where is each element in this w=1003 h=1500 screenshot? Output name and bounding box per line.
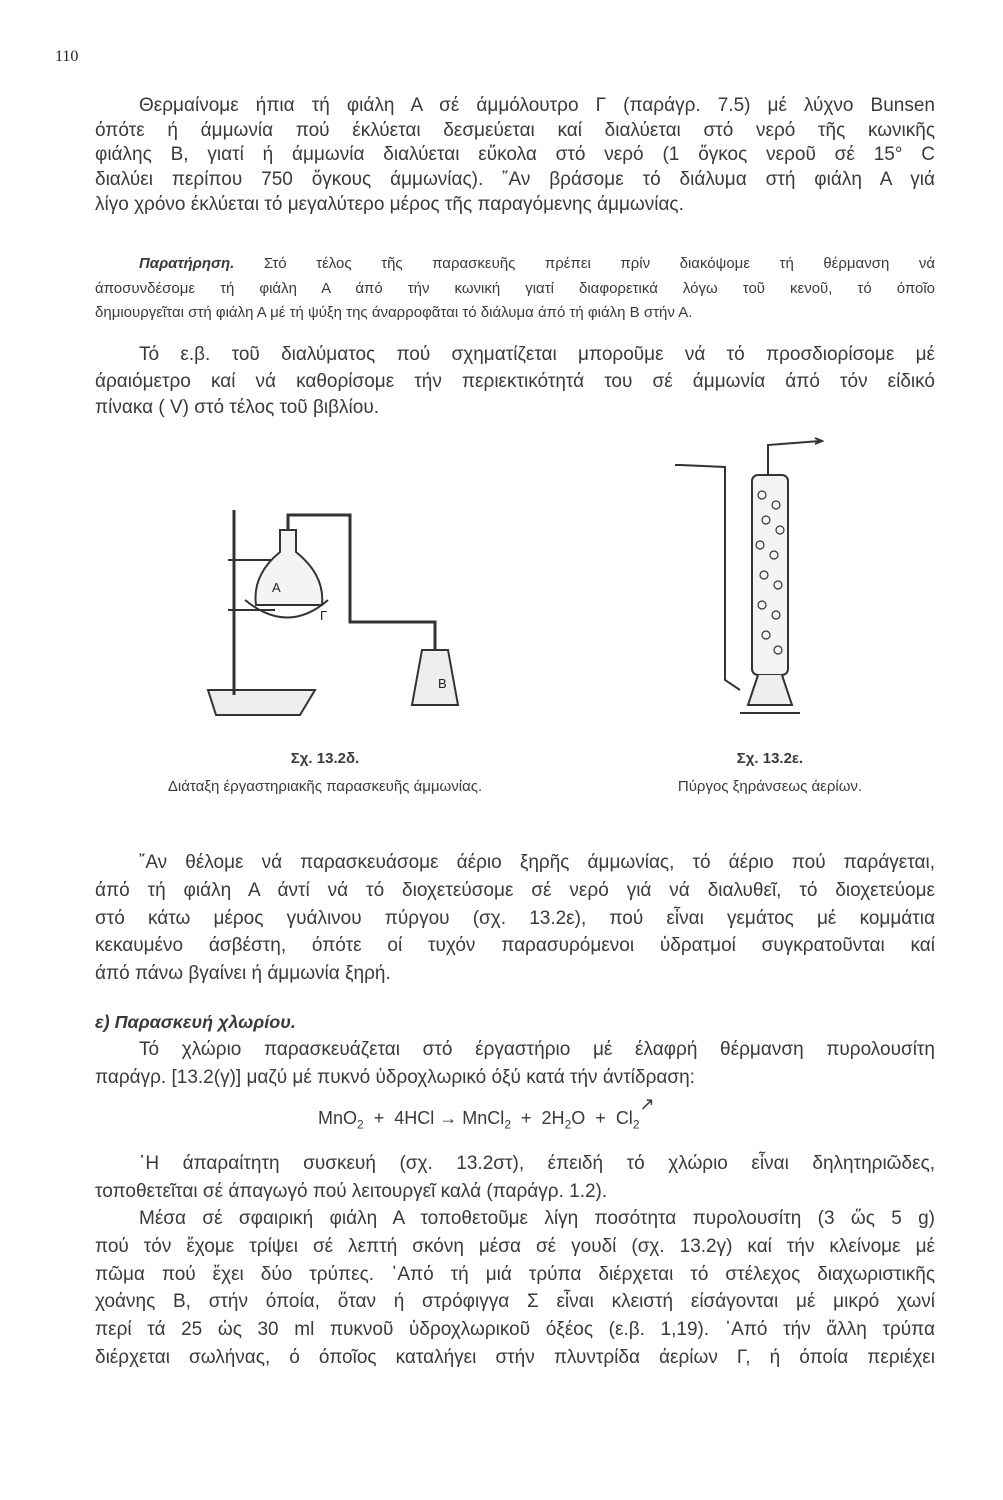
text-line: άποσυνδέσομε τή φιάλη Α άπό τήν κωνική γιατί διαφορετικά λόγω τοῦ κενοῦ, τό όποῖο [95, 279, 935, 297]
text-line: φιάλης Β, γιατί ή άμμωνία διαλύεται εὔκολα στό νερό (1 ὄγκος νεροῦ σέ 15° C [95, 144, 935, 166]
paragraph-dry-ammonia [95, 849, 935, 988]
text-line: παράγρ. [13.2(γ)] μαζύ μέ πυκνό ὑδροχλωρικό όξύ κατά τήν άντίδραση: [95, 1066, 695, 1088]
text-line: περί τά 25 ὡς 30 ml πυκνοῦ ὑδροχλωρικοῦ όξέος (ε.β. 1,19). ᾽Από τήν ἄλλη τρύπα [95, 1319, 935, 1341]
inlet-tube [680, 465, 740, 690]
figure-number: Σχ. 13.2ε. [736, 750, 804, 767]
section-heading: ε) Παρασκευή χλωρίου. [95, 1012, 296, 1032]
text-line: κεκαυμένο άσβέστη, όπότε οί τυχόν παρασυρόμενοι ὑδρατμοί συγκρατοῦνται καί [95, 935, 935, 957]
paragraph-apparatus-setup [95, 1205, 935, 1372]
text-line: Παρατήρηση. Στό τέλος τῆς παρασκευῆς πρέπει πρίν διακόψομε τή θέρμανση νά [139, 255, 935, 272]
text-line: διέρχεται σωλήνας, ό όποῖος καταλήγει στήν πλυντρίδα άερίων Γ, ή όποία περιέχει [95, 1346, 935, 1368]
text-line: Τό χλώριο παρασκευάζεται στό έργαστήριο μέ έλαφρή θέρμανση πυρολουσίτη [139, 1039, 935, 1060]
text-line: τοποθετεῖται σέ άπαγωγό πού λειτουργεῖ καλά (παράγρ. 1.2). [95, 1180, 608, 1202]
text-line: άραιόμετρο καί νά καθορίσομε τήν περιεκτικότητά του σέ άμμωνία άπό τόν είδικό [95, 370, 935, 392]
text-line: πού τόν ἔχομε τρίψει σέ λεπτή σκόνη μέσα σέ γουδί (σχ. 13.2γ) καί τήν κλείνομε μέ [95, 1235, 935, 1257]
figure-caption-text: Πύργος ξηράνσεως άερίων. [677, 778, 863, 795]
text-line: διαλύει περίπου 750 ὄγκους άμμωνίας). ῎Αν βράσομε τό διάλυμα στή φιάλη Α γιά [95, 169, 935, 191]
chemical-equation: MnO$_2$ + 4HCl → MnCl$_2$ + $2H_2O$ + $Cl_2↗$ [318, 1094, 655, 1132]
figure-number: Σχ. 13.2δ. [290, 750, 360, 767]
stand-base [208, 690, 315, 715]
paragraph-fume-hood [95, 1150, 935, 1206]
page-number: 110 [55, 48, 79, 65]
text-line: στό κάτω μέρος γυάλινου πύργου (σχ. 13.2ε), πού εἶναι γεμάτος μέ κομμάτια [95, 907, 935, 929]
outlet-tube [768, 441, 820, 475]
figure-caption-13-2d [95, 745, 555, 801]
figure-caption-13-2e [600, 745, 940, 801]
tower-base [748, 675, 792, 705]
paragraph-ammonia-heating [95, 94, 935, 218]
text-line: Μέσα σέ σφαιρική φιάλη Α τοποθετοῦμε λίγη ποσότητα πυρολουσίτη (3 ὥς 5 g) [139, 1208, 935, 1229]
flask-a [256, 530, 323, 605]
tower-column [752, 475, 788, 675]
drying-tower-figure [670, 435, 840, 725]
text-line: λίγο χρόνο έκλύεται τό μεγαλύτερο μέρος τῆς παραγόμενης άμμωνίας. [95, 193, 684, 215]
gas-arrow-icon: ↗ [639, 1094, 655, 1114]
text-line: άπό τή φιάλη Α άντί νά τό διοχετεύσομε σέ νερό γιά νά διαλυθεῖ, τό διοχετεύομε [95, 879, 935, 901]
label-g: Γ [320, 608, 328, 623]
text-line: πῶμα πού ἔχει δύο τρύπες. ᾽Από τή μιά τρύπα διέρχεται τό στέλεχος διαχωριστικῆς [95, 1263, 935, 1285]
text-line: πίνακα ( V) στό τέλος τοῦ βιβλίου. [95, 397, 380, 418]
paragraph-specific-gravity [95, 342, 935, 422]
note-block [95, 252, 935, 326]
conical-flask-b [412, 650, 458, 705]
text-line: ῾Η άπαραίτητη συσκευή (σχ. 13.2στ), έπειδή τό χλώριο εἶναι δηλητηριῶδες, [139, 1153, 935, 1174]
note-heading: Παρατήρηση. [139, 255, 235, 272]
text-line: Θερμαίνομε ήπια τή φιάλη Α σέ άμμόλουτρο Γ (παράγρ. 7.5) μέ λύχνο Bunsen [139, 95, 935, 116]
text-line: Τό ε.β. τοῦ διαλύματος πού σχηματίζεται μποροῦμε νά τό προσδιορίσομε μέ [139, 344, 935, 365]
text-line: άπό πάνω βγαίνει ή άμμωνία ξηρή. [95, 963, 391, 985]
ammonia-apparatus-figure [200, 500, 460, 730]
text-line: δημιουργεῖται στή φιάλη Α μέ τή ψύξη της άναρροφᾶται τό διάλυμα άπό τή φιάλη Β στήν Α. [95, 304, 693, 321]
label-b: Β [438, 676, 447, 691]
text-line: ῎Αν θέλομε νά παρασκευάσομε άέριο ξηρῆς άμμωνίας, τό άέριο πού παράγεται, [139, 852, 935, 873]
label-a: Α [272, 580, 281, 595]
figure-caption-text: Διάταξη έργαστηριακῆς παρασκευῆς άμμωνίας. [167, 778, 483, 795]
text-line: χοάνης Β, στήν όποία, ὅταν ή στρόφιγγα Σ εἶναι κλειστή είσάγονται μέ μικρό χωνί [95, 1291, 935, 1313]
paragraph-chlorine-prep [95, 1036, 935, 1092]
text-line: όπότε ή άμμωνία πού έκλύεται δεσμεύεται καί διαλύεται στό νερό τῆς κωνικῆς [95, 119, 935, 141]
